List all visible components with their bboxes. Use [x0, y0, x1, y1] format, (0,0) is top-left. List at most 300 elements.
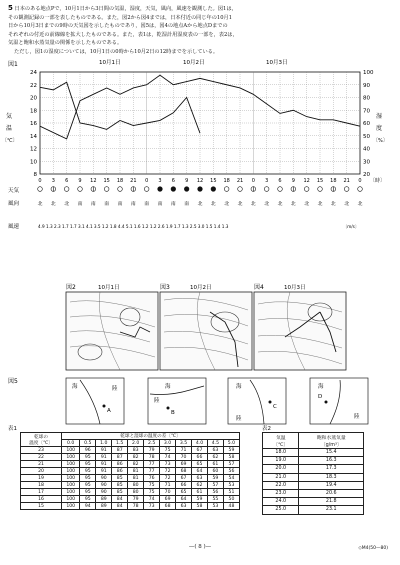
- exam-code: ◇M4(50—80): [358, 546, 388, 551]
- figure-3-map: [160, 283, 252, 370]
- weather-maps: [0, 282, 400, 374]
- day-label-1: 10月1日: [99, 60, 121, 66]
- table-cell: 77: [144, 461, 160, 468]
- table-cell: 85: [112, 482, 128, 489]
- table1-diff-header: 3.5: [176, 440, 192, 447]
- figure-3-date: 10月2日: [190, 285, 212, 291]
- wind-direction-label: 北: [237, 202, 243, 207]
- sea-label: 海: [318, 384, 324, 390]
- table1-diff-header: 3.0: [160, 440, 176, 447]
- weather-symbol-icon: [64, 187, 69, 192]
- wind-direction-label: 南: [157, 202, 163, 207]
- table-row: [21, 496, 240, 503]
- x-tick-label: 15: [210, 178, 217, 184]
- table-cell: 58: [223, 454, 239, 461]
- table2-body: [263, 449, 364, 515]
- table-cell: 63: [192, 475, 208, 482]
- y-right-label-1: 湿: [376, 113, 383, 120]
- y-right-tick-label: 50: [363, 133, 370, 140]
- table-cell: 95: [80, 482, 96, 489]
- figure-5-label: 図5: [8, 378, 18, 385]
- table-row: [21, 461, 240, 468]
- text-line: 気温と飽和水蒸気量の関係を示したものである。: [8, 40, 123, 47]
- table-cell: 90: [96, 475, 112, 482]
- table-cell: 18: [21, 482, 62, 489]
- y-left-label-3: 〔℃〕: [2, 138, 18, 144]
- sea-label: 海: [72, 384, 78, 390]
- x-tick-label: 3: [158, 178, 162, 184]
- table-cell: 16: [21, 496, 62, 503]
- table-cell: 100: [62, 503, 80, 510]
- wind-direction-label: 北: [277, 202, 283, 207]
- table-cell: 69: [160, 496, 176, 503]
- x-tick-label: 21: [236, 178, 244, 184]
- y-right-label-2: 度: [376, 125, 383, 132]
- wind-direction-label: 北: [317, 202, 323, 207]
- table-row: [21, 503, 240, 510]
- table-cell: 61: [207, 461, 223, 468]
- weather-symbol-icon: [304, 187, 309, 192]
- x-tick-label: 15: [103, 178, 110, 184]
- table-row: [263, 449, 364, 457]
- wind-direction-label: 北: [264, 202, 270, 207]
- weather-icons: [38, 187, 363, 192]
- table1-diff-header: 2.5: [144, 440, 160, 447]
- x-tick-label: 6: [171, 178, 175, 184]
- figure-5-panel-c: [228, 378, 286, 424]
- figure-4-date: 10月3日: [284, 285, 306, 291]
- table-cell: 50: [223, 496, 239, 503]
- table-cell: 58: [192, 503, 208, 510]
- table-cell: 87: [112, 454, 128, 461]
- table-cell: 25.0: [263, 506, 299, 514]
- table1-diff-header: 1.0: [96, 440, 112, 447]
- sea-label: 海: [165, 384, 171, 390]
- table-cell: 20: [21, 468, 62, 475]
- weather-symbol-icon: [118, 187, 123, 192]
- table-cell: 94: [80, 503, 96, 510]
- y-left-tick-label: 10: [30, 159, 37, 166]
- table-cell: 59: [223, 447, 239, 454]
- table-cell: 57: [207, 482, 223, 489]
- table1-diff-header: 4.5: [207, 440, 223, 447]
- wind-direction-label: 南: [104, 202, 110, 207]
- table-cell: 89: [96, 503, 112, 510]
- table-cell: 100: [62, 447, 80, 454]
- x-tick-label: 0: [358, 178, 362, 184]
- table-cell: 65: [192, 461, 208, 468]
- table-cell: 85: [112, 489, 128, 496]
- table-cell: 84: [112, 503, 128, 510]
- table-cell: 21.0: [263, 473, 299, 481]
- table-cell: 91: [96, 461, 112, 468]
- y-right-tick-label: 80: [363, 95, 370, 102]
- page-number: —( 8 )—: [188, 544, 212, 550]
- table-row: [263, 457, 364, 465]
- weather-symbol-icon: [171, 187, 176, 192]
- weather-symbol-icon: [104, 187, 109, 192]
- y-right-tick-label: 60: [363, 121, 370, 127]
- y-left-tick-label: 24: [30, 70, 37, 76]
- x-unit: 〔時〕: [370, 178, 386, 184]
- table-cell: 79: [128, 496, 144, 503]
- text-line: 日から10月3日までの9時の天気図を示したものであり，図5は，図4の地点Aから地点Dまでの: [8, 23, 228, 30]
- table-cell: 64: [176, 496, 192, 503]
- figure-5-panel-d: [310, 378, 368, 424]
- table-cell: 20.6: [299, 489, 364, 497]
- sea-label: 海: [236, 384, 242, 390]
- figure-4-label: 図4: [254, 284, 264, 291]
- table-cell: 23: [21, 447, 62, 454]
- table-cell: 70: [176, 454, 192, 461]
- table-row: [263, 473, 364, 481]
- weather-symbol-icon: [278, 187, 283, 192]
- wind-speed-label: 風速: [8, 224, 20, 230]
- figure-1-label: 図1: [8, 61, 18, 68]
- table-row: [21, 475, 240, 482]
- table-row: [263, 465, 364, 473]
- table-cell: 55: [207, 496, 223, 503]
- table-cell: 95: [80, 454, 96, 461]
- table-row: [263, 489, 364, 497]
- wind-direction-label: 南: [184, 202, 190, 207]
- table-cell: 23.0: [263, 489, 299, 497]
- table-cell: 63: [207, 447, 223, 454]
- table-cell: 89: [96, 496, 112, 503]
- table-cell: 57: [223, 461, 239, 468]
- y-left-tick-label: 12: [30, 146, 37, 153]
- point-label: C: [273, 404, 277, 410]
- weather-label: 天気: [8, 188, 20, 194]
- table1-diff-header: 5.0: [223, 440, 239, 447]
- table-cell: 91: [96, 447, 112, 454]
- table-cell: 74: [144, 496, 160, 503]
- question-number: 5: [8, 4, 13, 12]
- table-cell: 73: [160, 461, 176, 468]
- table-cell: 22: [21, 454, 62, 461]
- text-line: その観測記録の一部を表したものである。また，図2から図4までは，日本付近の同じ年の10月1: [8, 14, 233, 21]
- x-tick-label: 21: [343, 178, 350, 184]
- wind-directions: [38, 200, 363, 207]
- y-left-tick-label: 8: [33, 172, 37, 178]
- figure-2-map: [66, 283, 158, 370]
- table-cell: 80: [128, 489, 144, 496]
- table-cell: 86: [112, 461, 128, 468]
- table-cell: 81: [128, 475, 144, 482]
- weather-symbol-icon: [358, 187, 363, 192]
- table-cell: 95: [80, 468, 96, 475]
- weather-symbol-icon: [198, 187, 203, 192]
- table-2-label: 表2: [262, 426, 271, 432]
- x-tick-label: 18: [330, 178, 337, 184]
- table-cell: 62: [192, 482, 208, 489]
- humidity-series-line: [40, 82, 200, 133]
- table-cell: 81: [128, 468, 144, 475]
- table-row: [263, 506, 364, 514]
- table-cell: 20.0: [263, 465, 299, 473]
- point-label: B: [171, 410, 175, 416]
- table-cell: 17: [21, 489, 62, 496]
- table-cell: 72: [160, 475, 176, 482]
- wind-direction-label: 南: [144, 202, 150, 207]
- x-tick-label: 12: [196, 178, 204, 184]
- y-right-label-3: 〔%〕: [373, 138, 388, 144]
- table-cell: 100: [62, 454, 80, 461]
- x-tick-label: 9: [185, 178, 189, 184]
- table-2: [262, 432, 364, 515]
- y-left-tick-label: 22: [30, 82, 37, 89]
- table-row: [21, 447, 240, 454]
- table-cell: 71: [160, 482, 176, 489]
- x-tick-label: 9: [291, 178, 295, 184]
- table-cell: 86: [112, 468, 128, 475]
- table-cell: 19: [21, 475, 62, 482]
- table-cell: 60: [207, 468, 223, 475]
- wind-direction-label: 南: [77, 202, 83, 207]
- table1-diff-header: 0.0: [62, 440, 80, 447]
- weather-symbol-icon: [224, 187, 229, 192]
- table-cell: 95: [80, 461, 96, 468]
- table-cell: 77: [144, 468, 160, 475]
- wind-direction-label: 北: [37, 202, 43, 207]
- x-tick-label: 6: [278, 178, 282, 184]
- day-label-2: 10月2日: [183, 60, 205, 66]
- y-left-label-2: 温: [6, 125, 13, 132]
- table-row: [263, 481, 364, 489]
- wind-direction-label: 北: [210, 202, 216, 207]
- table-cell: 62: [207, 454, 223, 461]
- table-cell: 15.4: [299, 449, 364, 457]
- text-line: 日本のある地点Pで，10月1日から3日間の気温，湿度，天気，風向，風速を観測した。図1は，: [14, 6, 237, 12]
- table-cell: 91: [96, 454, 112, 461]
- table-cell: 53: [223, 482, 239, 489]
- wind-speed-values: 4.9 1.3 2.3 1.7 1.7 3.1 4.1 3.5 1.2 1.8 4.4 5.1 1.6 1.2 1.2 2.6 1.9 1.7 1.3 2.5 3.0 1.5 1.4 1.3: [38, 224, 229, 229]
- y-right-tick-label: 70: [363, 108, 370, 115]
- table-cell: 87: [112, 447, 128, 454]
- weather-symbol-icon: [238, 187, 243, 192]
- figure-5-panel-a: [66, 378, 124, 424]
- table-row: [263, 498, 364, 506]
- wind-direction-label: 南: [170, 202, 176, 207]
- y-left-tick-label: 14: [30, 133, 37, 140]
- table-cell: 95: [80, 489, 96, 496]
- table-cell: 56: [207, 489, 223, 496]
- chart-grid: [40, 72, 360, 174]
- table-row: [21, 489, 240, 496]
- table-cell: 75: [160, 447, 176, 454]
- weather-symbol-icon: [318, 187, 323, 192]
- wind-direction-label: 北: [224, 202, 230, 207]
- x-tick-label: 18: [116, 178, 124, 184]
- table-cell: 51: [223, 489, 239, 496]
- table1-head-dry: 乾球の 温度〔℃〕: [21, 433, 62, 447]
- wind-direction-label: 北: [344, 202, 350, 207]
- x-ticks: [38, 178, 361, 184]
- table-1: [20, 432, 240, 510]
- table-cell: 68: [160, 503, 176, 510]
- table-cell: 21: [21, 461, 62, 468]
- y-right-tick-label: 20: [363, 172, 370, 178]
- table-cell: 96: [80, 447, 96, 454]
- wind-direction-label: 北: [50, 202, 56, 207]
- wind-direction-label: 北: [250, 202, 256, 207]
- table-cell: 100: [62, 461, 80, 468]
- weather-symbol-icon: [211, 187, 216, 192]
- figure-2-label: 図2: [66, 284, 76, 291]
- figure-2-date: 10月1日: [98, 285, 120, 291]
- table-cell: 53: [207, 503, 223, 510]
- x-tick-label: 0: [251, 178, 255, 184]
- weather-symbol-icon: [184, 187, 189, 192]
- question-text: [8, 4, 392, 57]
- x-tick-label: 18: [223, 178, 230, 184]
- point-label: D: [318, 394, 323, 400]
- x-tick-label: 0: [38, 178, 42, 184]
- x-tick-label: 12: [90, 178, 97, 184]
- table-cell: 15: [21, 503, 62, 510]
- weather-symbol-icon: [344, 187, 349, 192]
- figure-4-map: [254, 283, 346, 370]
- table-cell: 100: [62, 468, 80, 475]
- x-tick-label: 6: [65, 178, 69, 184]
- table-1-label: 表1: [8, 426, 17, 432]
- table1-diff-header: 0.5: [80, 440, 96, 447]
- x-tick-label: 15: [316, 178, 324, 184]
- land-label: 陸: [236, 416, 242, 422]
- y-left-ticks: [30, 70, 38, 178]
- table1-body: [21, 447, 240, 510]
- table-cell: 74: [160, 454, 176, 461]
- table-row: [21, 454, 240, 461]
- table1-diff-header: 1.5: [112, 440, 128, 447]
- table-cell: 59: [192, 496, 208, 503]
- table-cell: 78: [128, 503, 144, 510]
- table-cell: 22.0: [263, 481, 299, 489]
- table-cell: 19.4: [299, 481, 364, 489]
- table-row: [21, 468, 240, 475]
- table-cell: 21.8: [299, 498, 364, 506]
- day-label-3: 10月3日: [266, 60, 288, 66]
- x-tick-label: 12: [303, 178, 310, 184]
- wind-direction-label: 北: [64, 202, 70, 207]
- table-cell: 79: [144, 447, 160, 454]
- wind-direction-label: 北: [290, 202, 296, 207]
- table-cell: 95: [80, 475, 96, 482]
- figure-5: [0, 376, 400, 428]
- table-cell: 91: [96, 468, 112, 475]
- land-label: 陸: [154, 398, 160, 404]
- table1-diff-header: 4.0: [192, 440, 208, 447]
- table-cell: 75: [144, 482, 160, 489]
- table-row: [21, 482, 240, 489]
- y-left-label-1: 気: [6, 113, 13, 120]
- table-cell: 63: [176, 503, 192, 510]
- table-cell: 66: [192, 454, 208, 461]
- figure-5-panel-b: [148, 378, 206, 424]
- y-right-tick-label: 100: [363, 70, 374, 76]
- table-cell: 85: [112, 475, 128, 482]
- table-cell: 18.0: [263, 449, 299, 457]
- y-left-tick-label: 16: [30, 121, 37, 127]
- x-tick-label: 21: [130, 178, 137, 184]
- x-tick-label: 3: [265, 178, 269, 184]
- table-cell: 18.3: [299, 473, 364, 481]
- table-cell: 59: [207, 475, 223, 482]
- table-cell: 70: [160, 489, 176, 496]
- table-cell: 48: [223, 503, 239, 510]
- y-right-ticks: [363, 70, 374, 178]
- table-cell: 64: [192, 468, 208, 475]
- x-tick-label: 0: [145, 178, 149, 184]
- y-right-tick-label: 40: [363, 146, 370, 153]
- figure-3-label: 図3: [160, 284, 170, 291]
- weather-symbol-icon: [144, 187, 149, 192]
- x-tick-label: 9: [78, 178, 82, 184]
- wind-direction-label: 北: [304, 202, 310, 207]
- wind-direction-label: 北: [357, 202, 363, 207]
- weather-symbol-icon: [264, 187, 269, 192]
- wind-unit: 〔m/s〕: [343, 224, 360, 229]
- text-line: それぞれの付近の前線線を拡大したものである。また，表1は，乾湿計用湿度表の一部を，表2は，: [8, 31, 238, 38]
- figure-1-chart: [0, 58, 400, 280]
- table-cell: 67: [176, 475, 192, 482]
- text-line: ただし，図1の湿度については，10月1日の0時から10月2日の12時までを示している。: [14, 48, 219, 55]
- table-cell: 80: [128, 482, 144, 489]
- table-cell: 67: [192, 447, 208, 454]
- wind-direction-label: 北: [197, 202, 203, 207]
- wind-dir-label: 風向: [8, 201, 20, 207]
- table-cell: 73: [144, 503, 160, 510]
- wind-direction-label: 南: [130, 202, 136, 207]
- land-label: 陸: [354, 414, 360, 420]
- table-cell: 100: [62, 489, 80, 496]
- y-left-tick-label: 20: [30, 95, 37, 102]
- table-cell: 16.3: [299, 457, 364, 465]
- y-left-tick-label: 18: [30, 108, 37, 115]
- table-cell: 71: [176, 447, 192, 454]
- table-cell: 24.0: [263, 498, 299, 506]
- land-label: 陸: [112, 386, 118, 392]
- table2-head-sat: 飽和水蒸気量 〔g/m³〕: [299, 433, 364, 449]
- table-cell: 19.0: [263, 457, 299, 465]
- x-tick-label: 3: [51, 178, 55, 184]
- table1-head-diff: 乾球と湿球の温度の差〔℃〕: [62, 433, 240, 440]
- weather-symbol-icon: [38, 187, 43, 192]
- table-cell: 69: [176, 461, 192, 468]
- wind-direction-label: 北: [330, 202, 336, 207]
- weather-symbol-icon: [158, 187, 163, 192]
- table-cell: 82: [128, 461, 144, 468]
- table-cell: 65: [176, 489, 192, 496]
- table-cell: 100: [62, 482, 80, 489]
- table-cell: 83: [128, 447, 144, 454]
- table-cell: 78: [144, 454, 160, 461]
- table-cell: 17.3: [299, 465, 364, 473]
- table1-diff-header: 2.0: [128, 440, 144, 447]
- wind-direction-label: 南: [90, 202, 96, 207]
- table-cell: 95: [80, 496, 96, 503]
- table-cell: 90: [96, 489, 112, 496]
- table-cell: 61: [192, 489, 208, 496]
- point-label: A: [107, 408, 111, 414]
- weather-symbol-icon: [78, 187, 83, 192]
- table-cell: 82: [128, 454, 144, 461]
- table-cell: 84: [112, 496, 128, 503]
- table-cell: 75: [144, 489, 160, 496]
- y-right-tick-label: 30: [363, 159, 370, 166]
- wind-direction-label: 南: [117, 202, 123, 207]
- table-cell: 100: [62, 496, 80, 503]
